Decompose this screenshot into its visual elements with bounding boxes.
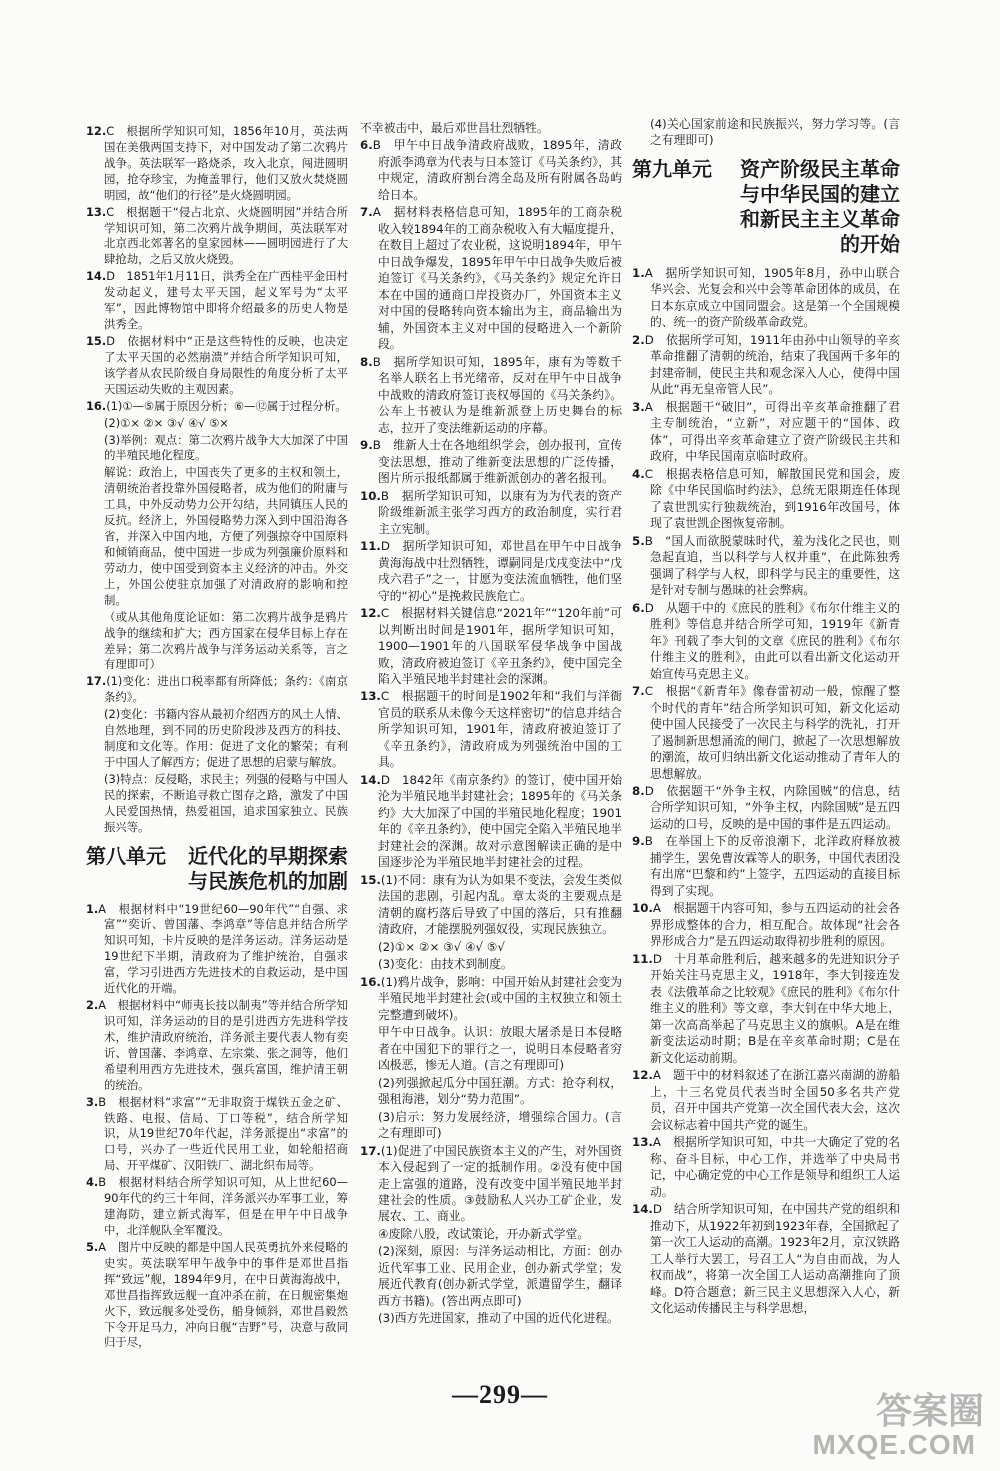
- answer-subpart: (3)启示：努力发展经济，增强综合国力。(言之有理即可): [378, 1109, 622, 1141]
- answer-number: 1.: [86, 901, 99, 916]
- answer-item: [360, 688, 622, 770]
- answer-text: B 在举国上下的反帝浪潮下，北洋政府释放被捕学生，罢免曹汝霖等人的职务，中国代表团没有出席“巴黎和约”上签字，五四运动的直接目标得到了实现。: [644, 834, 900, 898]
- answer-item: [360, 538, 622, 604]
- answer-item: [360, 488, 622, 537]
- answer-text: B 根据材料“求富”“无非取资于煤铁五金之矿、铁路、电报、信局、丁口等税”，结合所学知识，从19世纪70年代起，洋务派提出“求富”的口号，兴办了一些近代民用工业，如轮船招商局、开平煤矿、汉阳铁厂、湖北织布局等。: [98, 1094, 348, 1173]
- continued-text: 不幸被击中，最后邓世昌壮烈牺牲。: [360, 121, 549, 135]
- unit-title-line: 的开始: [840, 231, 900, 256]
- answer-number: 7.: [632, 684, 645, 699]
- answer-number: 13.: [86, 204, 107, 219]
- answer-column-middle: [360, 120, 622, 1328]
- answer-number: 16.: [86, 398, 107, 413]
- answer-number: 9.: [632, 834, 645, 849]
- answer-number: 14.: [86, 269, 107, 284]
- answer-item: [86, 674, 348, 706]
- answer-column-left: [86, 124, 348, 1352]
- answer-item: [360, 605, 622, 687]
- answer-text: C 根据材料关键信息“2021年”“120年前”可以判断出时间是1901年，据所学知识可知，1900—1901年的八国联军侵华战争中国战败，清政府被迫签订《辛丑条约》，使中国完全陷入半殖民地半封建社会的深渊。: [378, 606, 622, 686]
- answer-text: A 题干中的材料叙述了在浙江嘉兴南湖的游船上，十三名党员代表当时全国50多名共产党员，召开中国共产党第一次全国代表大会，这次会议标志着中国共产党的诞生。: [650, 1068, 900, 1132]
- answer-text: A 根据材料中“19世纪60—90年代”“自强、求富”“奕䜣、曾国藩、李鸿章”等信息并结合所学知识可知，卡片反映的是洋务运动。洋务运动是19世纪下半期，清政府为了维护统治，自强求富，学习引进西方先进技术的自救运动，是中国近代化的开端。: [98, 901, 348, 996]
- answer-text: C 根据表格信息可知，解散国民党和国会，废除《中华民国临时约法》，总统无限期连任体现了袁世凯实行独裁统治，到1916年改国号，体现了袁世凯企图恢复帝制。: [644, 466, 900, 531]
- unit-heading-8: [86, 844, 348, 894]
- answer-number: 17.: [86, 674, 107, 689]
- answer-text: B “国人而欲脱蒙昧时代，羞为浅化之民也，则急起直追，当以科学与人权并重”，在此陈独秀强调了科学与人权，即科学与民主的重要性，这是针对专制与愚昧的社会弊病。: [644, 533, 900, 598]
- answer-text: C 根据题干“侵占北京、火烧圆明园”并结合所学知识可知，第二次鸦片战争期间，英法联军对北京西北郊著名的皇家园林——圆明园进行了大肆抢劫，之后又放火烧毁。: [104, 204, 348, 267]
- answer-number: 2.: [632, 332, 645, 347]
- answer-subpart: ④废除八股，改试策论，开办新式学堂。: [378, 1226, 590, 1241]
- answer-text: (1)不同：康有为认为如果不变法，会发生类似法国的悲剧，引起内乱。章太炎的主要观点是清朝的腐朽落后导致了中国的落后，只有推翻清政府，才能摆脱列强奴役，实现民族独立。: [378, 872, 622, 937]
- answer-item: [86, 334, 348, 398]
- unit-title-line: 与中华民国的建立: [740, 181, 900, 206]
- answer-item: [86, 269, 348, 333]
- answer-text: C 根据题干的时间是1902年和“我们与洋衙官员的联系从未像今天这样密切”的信息并结合所学知识可知，1901年，清政府被迫签订了《辛丑条约》，清政府成为列强统治中国的工具。: [378, 689, 622, 770]
- answer-text: B 维新人士在各地组织学会，创办报刊，宣传变法思想，推动了维新变法思想的广泛传播，图片所示报纸都属于维新派创办的著名报刊。: [372, 438, 622, 486]
- answer-item: [632, 683, 900, 782]
- answer-number: 12.: [86, 124, 107, 138]
- answer-text: D 据所学知识可知，邓世昌在甲午中日战争黄海海战中壮烈牺牲，谭嗣同是戊戌变法中“戊戌六君子”之一，甘愿为变法流血牺牲，他们坚守的“初心”是挽救民族危亡。: [378, 539, 622, 603]
- answer-number: 6.: [632, 600, 645, 615]
- answer-item: [632, 1067, 900, 1133]
- answer-text: A 根据所学知识可知，中共一大确定了党的名称、奋斗目标，中心工作，并选举了中央局书记，中心确定党的中心工作是领导和组织工人运动。: [650, 1135, 900, 1199]
- unit-label: 第八单元: [86, 843, 166, 868]
- answer-text: D 依据所学可知，1911年由孙中山领导的辛亥革命推翻了清朝的统治，结束了我国两千多年的封建帝制，使民主共和观念深入人心，使得中国从此“再无皇帝管人民”。: [644, 332, 900, 397]
- answer-number: 3.: [632, 399, 645, 414]
- unit-title-line: 和新民主主义革命: [740, 206, 900, 231]
- answer-item: [632, 783, 900, 832]
- answer-number: 12.: [632, 1068, 653, 1083]
- answer-subpart: (2)①× ②× ③√ ④√ ⑤√: [378, 939, 505, 954]
- answer-text: A 根据题干“破旧”，可得出辛亥革命推翻了君主专制统治，“立新”，对应题干的“国体、政体”，可得出辛亥革命建立了资产阶级民主共和政府，中华民国南京临时政府。: [644, 399, 900, 464]
- answer-text: D 依据题干“外争主权，内除国贼”的信息，结合所学知识可知，“外争主权，内除国贼”是五四运动的口号，反映的是中国的事件是五四运动。: [644, 783, 900, 831]
- continued-text: (4)关心国家前途和民族振兴，努力学习等。(言之有理即可): [650, 117, 900, 148]
- answer-number: 6.: [360, 138, 373, 153]
- answer-text: C 根据“《新青年》像春雷初动一般，惊醒了整个时代的青年”结合所学知识可知，新文化运动使中国人民接受了一次民主与科学的洗礼，打开了遏制新思想涌流的闸门，掀起了一次思想解放的潮流，故可归纳出新文化运动推动了青年人的思想解放。: [644, 684, 900, 781]
- answer-number: 4.: [632, 466, 645, 481]
- answer-number: 3.: [86, 1094, 99, 1109]
- answer-item: [632, 533, 900, 599]
- unit-title-text: [182, 844, 348, 894]
- answer-text: C 根据所学知识可知，1856年10月，英法两国在美俄两国支持下，对中国发动了第二次鸦片战争。英法联军一路烧杀，攻入北京，闯进圆明园，抢夺珍宝，为掩盖罪行，他们又放火焚烧圆明园，故“他们的行径”是火烧圆明园。: [104, 124, 348, 202]
- answer-number: 13.: [360, 689, 381, 704]
- answer-item: [86, 1095, 348, 1175]
- answer-text: B 根据材料结合所学知识可知，从上世纪60—90年代的约三十年间，洋务派兴办军事工业，筹建海防，建立新式海军，但是在甲午中日战争中，北洋舰队全军覆没。: [98, 1175, 348, 1237]
- answer-item: [632, 399, 900, 465]
- answer-item: [360, 872, 622, 938]
- answer-text: A 根据题干内容可知，参与五四运动的社会各界形成整体的合力，相互配合。故体现“社会各界形成合力”是五四运动取得初步胜利的原因。: [650, 901, 900, 949]
- answer-number: 11.: [632, 951, 653, 966]
- answer-item: [360, 772, 622, 871]
- unit-title-line: 近代化的早期探索: [188, 843, 348, 868]
- answer-number: 12.: [360, 606, 381, 621]
- answer-item: [632, 332, 900, 398]
- answer-item: [632, 265, 900, 331]
- answer-number: 15.: [360, 872, 381, 887]
- page-number: —299—: [452, 1380, 548, 1409]
- answer-item: [632, 1201, 900, 1316]
- answer-item: [632, 951, 900, 1066]
- answer-subpart: (3)西方先进国家，推动了中国的近代化进程。: [378, 1311, 619, 1326]
- answer-text: (1)变化：进出口税率都有所降低；条约：《南京条约》。: [104, 674, 348, 705]
- answer-text: A 根据材料中“师夷长技以制夷”等并结合所学知识可知，洋务运动的目的是引进西方先进科学技术，维护清政府统治，洋务派主要代表人物有奕䜣、曾国藩、李鸿章、左宗棠、张之洞等，他们希望利用西方先进技术，强兵富国，维护清王朝的统治。: [98, 998, 348, 1092]
- answer-text: A 据所学知识可知，1905年8月，孙中山联合华兴会、光复会和兴中会等革命团体的成员，在日本东京成立中国同盟会。这是第一个全国规模的、统一的资产阶级革命政党。: [644, 265, 900, 330]
- answer-number: 14.: [632, 1202, 653, 1217]
- answer-item: [86, 902, 348, 998]
- answer-number: 7.: [360, 205, 373, 220]
- answer-text: A 图片中反映的都是中国人民英勇抗外来侵略的史实。英法联军甲午战争中的事件是邓世昌指挥“致远”舰，1894年9月，在中日黄海海战中，邓世昌指挥致远舰一直冲杀在前，在日舰密集炮火下，致远舰多处受伤，船身倾斜，邓世昌毅然下令开足马力，冲向日舰“吉野”号，决意与敌同归于尽，: [98, 1239, 348, 1350]
- answer-item: [360, 354, 622, 436]
- answer-item: [632, 600, 900, 682]
- answer-subpart: (2)①× ②× ③√ ④√ ⑤×: [104, 415, 229, 430]
- unit-label: 第九单元: [632, 156, 712, 181]
- answer-item: [360, 437, 622, 486]
- answer-subpart: (2)深刻，原因：与洋务运动相比，方面：创办近代军事工业、民用企业，创办新式学堂；发展近代教育(创办新式学堂，派遣留学生，翻译西方书籍)。(答出两点即可): [378, 1244, 622, 1308]
- answer-text: D 1851年1月11日，洪秀全在广西桂平金田村发动起义，建号太平天国，起义军号为“太平军”，因此博物馆中即将介绍最多的历史人物是洪秀全。: [104, 269, 348, 332]
- answer-number: 10.: [632, 901, 653, 916]
- answer-number: 4.: [86, 1175, 99, 1190]
- answer-subpart: (2)列强掀起瓜分中国狂潮。方式：抢夺利权，强租海港，划分“势力范围”。: [378, 1075, 622, 1107]
- answer-number: 17.: [360, 1143, 381, 1158]
- answer-item: [632, 1134, 900, 1200]
- answer-item: [86, 1240, 348, 1351]
- answer-item: [360, 137, 622, 203]
- answer-number: 16.: [360, 974, 381, 989]
- answer-text: A 据材料表格信息可知，1895年的工商杂税收入较1894年的工商杂税收入有大幅度提升，在数目上超过了农业税，这说明1894年，甲午中日战争爆发，1895年甲午中日战争失败后被迫签订《马关条约》，《马关条约》规定允许日本在中国的通商口岸投资办厂，外国资本主义对中国的侵略转向资本输出为主，商品输出为辅，外国资本主义对中国的侵略进入一个新阶段。: [372, 205, 622, 352]
- answer-number: 11.: [360, 539, 381, 554]
- answer-item: [86, 1175, 348, 1239]
- unit-heading-9: [632, 157, 900, 257]
- answer-number: 8.: [360, 354, 373, 369]
- answer-item: [632, 900, 900, 949]
- answer-subpart: （或从其他角度论证如：第二次鸦片战争是鸦片战争的继续和扩大；西方国家在侵华目标上存在差异；第二次鸦片战争与洋务运动关系等，言之有理即可）: [104, 609, 348, 672]
- answer-text: (1)鸦片战争，影响：中国开始从封建社会变为半殖民地半封建社会(或中国的主权独立和领土完整遭到破坏)。: [378, 974, 622, 1022]
- answer-number: 13.: [632, 1135, 653, 1150]
- answer-item: [86, 998, 348, 1094]
- answer-number: 5.: [632, 533, 645, 548]
- answer-subpart: (2)变化：书籍内容从最初介绍西方的风土人情、自然地理，到不同的历史阶段涉及西方的科技、制度和文化等。作用：促进了文化的繁荣；有利于中国人了解西方；促进了思想的启蒙与解放。: [104, 707, 348, 769]
- answer-text: D 依据材料中“正是这些特性的反映，也决定了太平天国的必然崩溃”并结合所学知识可知，该学者从农民阶级自身局限性的角度分析了太平天国运动失败的主观因素。: [104, 333, 348, 396]
- answer-text: D 1842年《南京条约》的签订，使中国开始沦为半殖民地半封建社会；1895年的《马关条约》大大加深了中国的半殖民地化程度；1901年的《辛丑条约》，使中国完全陷入半殖民地半封建社会的深渊。故对示意图解读正确的是中国逐步沦为半殖民地半封建社会的过程。: [378, 772, 622, 870]
- answer-item: [360, 974, 622, 1023]
- answer-subpart: (3)特点：反侵略，求民主；列强的侵略与中国人民的探索，不断追寻救亡图存之路，激发了中国人民爱国热情，热爱祖国，追求国家独立、民族振兴等。: [104, 771, 348, 834]
- watermark-logo: [794, 1383, 984, 1461]
- watermark-text-bottom: MXQE.COM: [812, 1429, 976, 1460]
- answer-text: D 十月革命胜利后，越来越多的先进知识分子开始关注马克思主义，1918年，李大钊接连发表《法俄革命之比较观》《庶民的胜利》《布尔什维主义的胜利》等文章，李大钊在中华大地上，第一次高高举起了马克思主义的旗帜。A是在维新变法运动时期；B是在辛亥革命时期；C是在新文化运动前期。: [650, 951, 900, 1065]
- answer-number: 5.: [86, 1239, 99, 1254]
- unit-title-line: 与民族危机的加剧: [188, 868, 348, 893]
- answer-number: 14.: [360, 772, 381, 787]
- unit-title-line: 资产阶级民主革命: [740, 156, 900, 181]
- answer-text: B 据所学知识可知，以康有为为代表的资产阶级维新派主张学习西方的政治制度，实行君主立宪制。: [378, 488, 622, 536]
- answer-subpart: (3)举例：观点：第二次鸦片战争大大加深了中国的半殖民地化程度。: [104, 432, 348, 463]
- answer-item: [360, 204, 622, 352]
- answer-number: 9.: [360, 438, 373, 453]
- answer-subpart: (3)变化：由技术到制度。: [378, 957, 513, 972]
- watermark-text-top: 答案圈: [875, 1391, 984, 1432]
- answer-item: [360, 1143, 622, 1225]
- answer-item: [86, 205, 348, 269]
- answer-number: 8.: [632, 783, 645, 798]
- answer-item: [632, 466, 900, 532]
- answer-subpart: 甲午中日战争。认识：放眼大屠杀是日本侵略者在中国犯下的罪行之一，说明日本侵略者穷凶极恶，惨无人道。(言之有理即可): [378, 1025, 622, 1073]
- answer-item: [86, 399, 348, 415]
- answer-text: D 从题干中的《庶民的胜利》《布尔什维主义的胜利》等信息并结合所学可知，1919年《新青年》刊载了李大钊的文章《庶民的胜利》《布尔什维主义的胜利》，由此可以看出新文化运动开始宣传马克思主义。: [644, 600, 900, 681]
- answer-subpart: 解说：政治上，中国丧失了更多的主权和领土，清朝统治者投靠外国侵略者，成为他们的附庸与工具，中外反动势力公开勾结，共同镇压人民的反抗。经济上，外国侵略势力深入到中国沿海各省，并深入中国内地，方便了列强掠夺中国原料和倾销商品，使中国进一步成为列强廉价原料和劳动力，使中国受到资本主义经济的冲击。外交上，外国公使驻京加强了对清政府的影响和控制。: [104, 465, 348, 607]
- answer-text: (1)促进了中国民族资本主义的产生，对外国资本入侵起到了一定的抵制作用。②没有使中国走上富强的道路，没有改变中国半殖民地半封建社会的性质。③鼓励私人兴办工矿企业，发展农、工、商业。: [378, 1143, 622, 1224]
- answer-item: [632, 833, 900, 899]
- answer-number: 2.: [86, 998, 99, 1013]
- answer-text: B 甲午中日战争清政府战败，1895年，清政府派李鸿章为代表与日本签订《马关条约》，其中规定，清政府割台湾全岛及所有附属各岛屿给日本。: [372, 138, 622, 202]
- answer-number: 1.: [632, 265, 645, 280]
- unit-title-text: [728, 157, 900, 257]
- answer-item: [86, 124, 348, 204]
- answer-text: D 结合所学知识可知，在中国共产党的组织和推动下，从1922年初到1923年春，全国掀起了第一次工人运动的高潮。1923年2月，京汉铁路工人举行大罢工，号召工人“为自由而战，为人权而战”，将第一次全国工人运动高潮推向了顶峰。D符合题意；新三民主义思想深入人心，新文化运动传播民主与科学思想，: [650, 1202, 900, 1315]
- answer-column-right: [632, 116, 900, 1317]
- answer-text: (1)①—⑤属于原因分析；⑥—⑫属于过程分析。: [106, 398, 347, 413]
- answer-text: B 据所学知识可知，1895年，康有为等数千名举人联名上书光绪帝，反对在甲午中日战争中战败的清政府签订丧权辱国的《马关条约》。公车上书被认为是维新派登上历史舞台的标志，拉开了变法维新运动的序幕。: [372, 354, 622, 435]
- answer-number: 15.: [86, 333, 107, 348]
- answer-number: 10.: [360, 488, 381, 503]
